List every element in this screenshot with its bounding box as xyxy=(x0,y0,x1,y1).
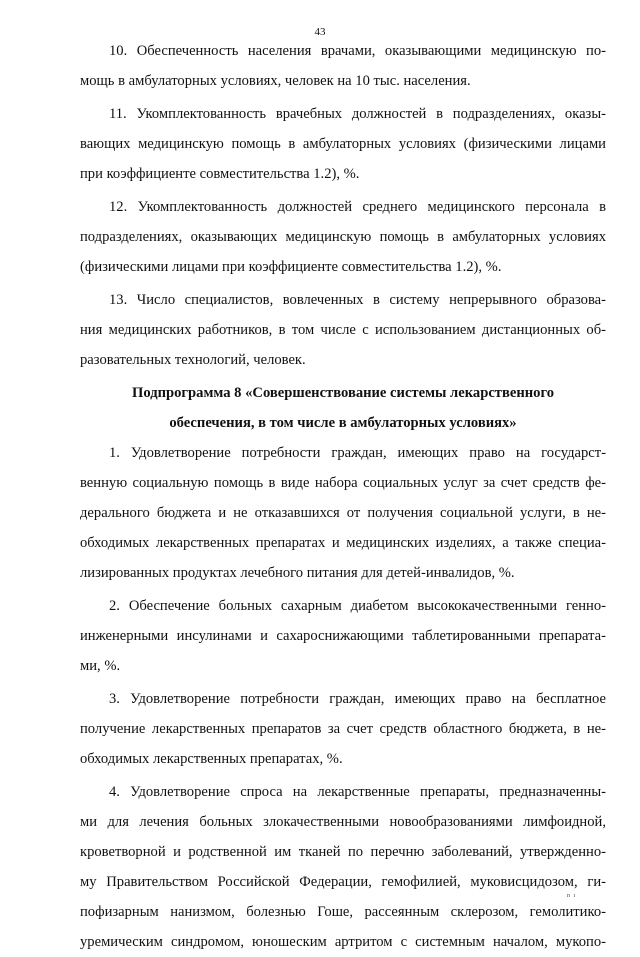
text-line: 12. Укомплектованность должностей среднего медицинского персонала в xyxy=(109,199,606,215)
text-line: лизированных продуктах лечебного питания для детей-инвалидов, %. xyxy=(80,565,515,581)
paragraph-item-12 xyxy=(80,192,606,282)
text-line: кроветворной и родственной им тканей по перечню заболеваний, утвержденно- xyxy=(80,844,606,860)
text-line: 2. Обеспечение больных сахарным диабетом высококачественными генно- xyxy=(109,598,606,614)
subprogram-heading xyxy=(80,378,606,438)
text-line: уремическим синдромом, юношеским артритом с системным началом, мукопо- xyxy=(80,934,606,950)
text-line: мощь в амбулаторных условиях, человек на 10 тыс. населения. xyxy=(80,73,471,89)
text-line: вающих медицинскую помощь в амбулаторных условиях (физическими лицами xyxy=(80,136,606,152)
text-line: (физическими лицами при коэффициенте совместительства 1.2), %. xyxy=(80,259,502,275)
paragraph-item-13 xyxy=(80,285,606,375)
heading-line: Подпрограмма 8 «Совершенствование системы лекарственного xyxy=(131,385,554,401)
subprogram-paragraph-4 xyxy=(80,777,606,957)
text-line: 4. Удовлетворение спроса на лекарственные препараты, предназначенны- xyxy=(109,784,606,800)
text-line: ми для лечения больных злокачественными новообразованиями лимфоидной, xyxy=(80,814,606,830)
text-line: ния медицинских работников, в том числе с использованием дистанционных об- xyxy=(80,322,606,338)
text-line: пофизарным нанизмом, болезнью Гоше, рассеянным склерозом, гемолитико- xyxy=(80,904,606,920)
text-line: ми, %. xyxy=(80,658,121,674)
text-line: подразделениях, оказывающих медицинскую помощь в амбулаторных условиях xyxy=(80,229,606,245)
heading-line: обеспечения, в том числе в амбулаторных условиях» xyxy=(169,415,517,431)
paragraph-item-10 xyxy=(80,36,606,96)
text-line: 3. Удовлетворение потребности граждан, имеющих право на бесплатное xyxy=(109,691,606,707)
paragraph-item-11 xyxy=(80,99,606,189)
text-line: при коэффициенте совместительства 1.2), %. xyxy=(80,166,360,182)
text-line: дерального бюджета и не отказавшихся от получения социальной услуги, в не- xyxy=(80,505,606,521)
subprogram-paragraph-1 xyxy=(80,438,606,588)
text-line: 1. Удовлетворение потребности граждан, имеющих право на государст- xyxy=(109,445,606,461)
scan-mark: n ı xyxy=(567,893,577,899)
text-line: обходимых лекарственных препаратах, %. xyxy=(80,751,343,767)
text-line: 10. Обеспеченность населения врачами, оказывающими медицинскую по- xyxy=(109,43,606,59)
text-line: 11. Укомплектованность врачебных должностей в подразделениях, оказы- xyxy=(109,106,606,122)
text-line: разовательных технологий, человек. xyxy=(80,352,306,368)
subprogram-paragraph-3 xyxy=(80,684,606,774)
document-body xyxy=(80,36,606,957)
text-line: му Правительством Российской Федерации, гемофилией, муковисцидозом, ги- xyxy=(80,874,606,890)
text-line: 13. Число специалистов, вовлеченных в систему непрерывного образова- xyxy=(109,292,606,308)
text-line: венную социальную помощь в виде набора социальных услуг за счет средств фе- xyxy=(80,475,606,491)
page-number: 43 xyxy=(314,26,326,38)
text-line: инженерными инсулинами и сахароснижающими таблетированными препарата- xyxy=(80,628,606,644)
text-line: обходимых лекарственных препаратах и медицинских изделиях, а также специа- xyxy=(80,535,606,551)
subprogram-paragraph-2 xyxy=(80,591,606,681)
text-line: получение лекарственных препаратов за счет средств областного бюджета, в не- xyxy=(80,721,606,737)
